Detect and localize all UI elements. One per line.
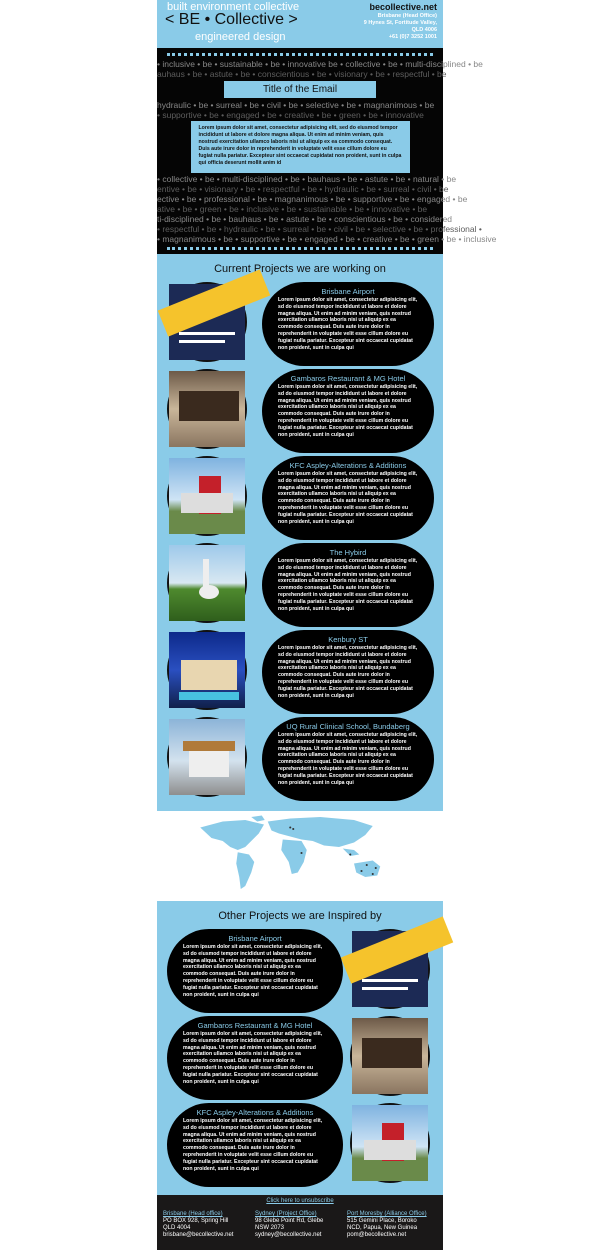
office-line: 515 Gemini Place, Boroko — [347, 1218, 417, 1224]
footer — [157, 1195, 443, 1250]
word-line: auhaus • be • astute • be • conscientious • be • visionary • be • respectful • be — [157, 69, 447, 79]
address-line: QLD 4006 — [411, 27, 437, 33]
project-image-house[interactable] — [167, 630, 247, 710]
project-description — [167, 1103, 343, 1187]
project-description — [262, 369, 434, 453]
project-text: Lorem ipsum dolor sit amet, consectetur adipisicing elit, sd do eiusmod tempor incididunt ut labore et dolore magna aliqua. Ut enim ad minim veniam, quis nostrud exercitation ullamco laboris nisi ut aliquip ex ea commodo consequat. Duis aute irure dolor in reprehenderit in voluptate velit esse cillum dolore eu fugiat nulla pariatur. Excepteur sint occaecat cupidatat non proident, sunt in culpa qui — [278, 384, 418, 438]
project-text: Lorem ipsum dolor sit amet, consectetur adipisicing elit, sd do eiusmod tempor incididunt ut labore et dolore magna aliqua. Ut enim ad minim veniam, quis nostrud exercitation ullamco laboris nisi ut aliquip ex ea commodo consequat. Duis aute irure dolor in reprehenderit in voluptate velit esse cillum dolore eu fugiat nulla pariatur. Excepteur sint occaecat cupidatat non proident, sunt in culpa qui — [183, 1031, 323, 1085]
project-text: Lorem ipsum dolor sit amet, consectetur adipisicing elit, sd do eiusmod tempor incididunt ut labore et dolore magna aliqua. Ut enim ad minim veniam, quis nostrud exercitation ullamco laboris nisi ut aliquip ex ea commodo consequat. Duis aute irure dolor in reprehenderit in voluptate velit esse cillum dolore eu fugiat nulla pariatur. Excepteur sint occaecat cupidatat non proident, sunt in culpa qui — [278, 558, 418, 612]
office-heading[interactable]: Port Moresby (Alliance Office) — [347, 1211, 427, 1217]
project-text: Lorem ipsum dolor sit amet, consectetur adipisicing elit, sd do eiusmod tempor incididunt ut labore et dolore magna aliqua. Ut enim ad minim veniam, quis nostrud exercitation ullamco laboris nisi ut aliquip ex ea commodo consequat. Duis aute irure dolor in reprehenderit in voluptate velit esse cillum dolore eu fugiat nulla pariatur. Excepteur sint occaecat cupidatat non proident, sunt in culpa qui — [278, 645, 418, 699]
project-image-restaurant[interactable] — [167, 369, 247, 449]
project-description — [262, 456, 434, 540]
project-text: Lorem ipsum dolor sit amet, consectetur adipisicing elit, sd do eiusmod tempor incididunt ut labore et dolore magna aliqua. Ut enim ad minim veniam, quis nostrud exercitation ullamco laboris nisi ut aliquip ex ea commodo consequat. Duis aute irure dolor in reprehenderit in voluptate velit esse cillum dolore eu fugiat nulla pariatur. Excepteur sint occaecat cupidatat non proident, sunt in culpa qui — [183, 1118, 323, 1172]
project-name[interactable]: Brisbane Airport — [321, 287, 375, 296]
project-description — [167, 1016, 343, 1100]
project-name[interactable]: Gambaros Restaurant & MG Hotel — [290, 374, 406, 383]
project-image-restaurant[interactable] — [350, 1016, 430, 1096]
project-text: Lorem ipsum dolor sit amet, consectetur adipisicing elit, sd do eiusmod tempor incididunt ut labore et dolore magna aliqua. Ut enim ad minim veniam, quis nostrud exercitation ullamco laboris nisi ut aliquip ex ea commodo consequat. Duis aute irure dolor in reprehenderit in voluptate velit esse cillum dolore eu fugiat nulla pariatur. Excepteur sint occaecat cupidatat non proident, sunt in culpa qui — [278, 471, 418, 525]
office-block — [347, 1211, 437, 1239]
current-projects-section — [157, 254, 443, 811]
dotted-divider — [167, 247, 433, 250]
word-line: • inclusive • be • sustainable • be • innovative be • collective • be • multi-disciplined • be — [157, 59, 483, 69]
dotted-divider — [167, 53, 433, 56]
project-image-kfc[interactable] — [167, 456, 247, 536]
section-title: Current Projects we are working on — [214, 263, 386, 275]
head-office-address — [364, 13, 437, 41]
address-line: 9 Hynes St, Fortitude Valley, — [363, 20, 437, 26]
project-name[interactable]: Gambaros Restaurant & MG Hotel — [197, 1021, 313, 1030]
project-image-bird[interactable] — [167, 543, 247, 623]
project-name[interactable]: KFC Aspley-Alterations & Additions — [196, 1108, 314, 1117]
word-line: ti-disciplined • be • bauhaus • be • astute • be • conscientious • be • considered — [157, 214, 453, 224]
word-line: • supportive • be • engaged • be • creative • be • green • be • innovative — [157, 110, 424, 120]
project-text: Lorem ipsum dolor sit amet, consectetur adipisicing elit, sd do eiusmod tempor incididunt ut labore et dolore magna aliqua. Ut enim ad minim veniam, quis nostrud exercitation ullamco laboris nisi ut aliquip ex ea commodo consequat. Duis aute irure dolor in reprehenderit in voluptate velit esse cillum dolore eu fugiat nulla pariatur. Excepteur sint occaecat cupidatat non proident, sunt in culpa qui — [278, 297, 418, 351]
project-name[interactable]: UQ Rural Clinical School, Bundaberg — [286, 722, 410, 731]
section-title: Other Projects we are Inspired by — [218, 910, 382, 922]
project-image-airport[interactable] — [167, 282, 247, 362]
unsubscribe-link[interactable]: Click here to unsubscribe — [266, 1198, 334, 1204]
phone: +61 (0)7 3252 1001 — [388, 34, 437, 40]
word-line: • collective • be • multi-disciplined • be • bauhaus • be • astute • be • natural • be — [157, 174, 457, 184]
project-name[interactable]: The Hybird — [329, 548, 367, 557]
tagline-bottom: engineered design — [195, 31, 286, 43]
project-text: Lorem ipsum dolor sit amet, consectetur adipisicing elit, sd do eiusmod tempor incididunt ut labore et dolore magna aliqua. Ut enim ad minim veniam, quis nostrud exercitation ullamco laboris nisi ut aliquip ex ea commodo consequat. Duis aute irure dolor in reprehenderit in voluptate velit esse cillum dolore eu fugiat nulla pariatur. Excepteur sint occaecat cupidatat non proident, sunt in culpa qui — [183, 944, 323, 998]
office-line: 98 Glebe Point Rd, Glebe — [255, 1218, 324, 1224]
project-description — [262, 282, 434, 366]
website-link[interactable]: becollective.net — [369, 2, 437, 12]
email-intro: Lorem ipsum dolor sit amet, consectetur adipisicing elit, sed do eiusmod tempor incididunt ut labore et dolore magna aliqua. Ut enim ad minim veniam, quis nostrud exercitation ullamco laboris nisi ut aliquip ex ea commodo consequat. Duis aute irure dolor in reprehenderit in voluptate velit esse cillum dolore eu fugiat nulla pariatur. Excepteur sint occaecat cupidatat non proident, sunt in culpa qui officia deserunt mollit anim id — [191, 121, 410, 173]
hero-banner — [157, 48, 497, 254]
project-image-kfc[interactable] — [350, 1103, 430, 1183]
word-line: entive • be • visionary • be • respectful • be • hydraulic • be • surreal • civil • be — [157, 184, 449, 194]
logo: < BE • Collective > — [165, 11, 298, 28]
office-line[interactable]: sydney@becollective.net — [255, 1232, 322, 1238]
word-line: • magnanimous • be • supportive • be • engaged • be • creative • be • green • be • inclusive — [157, 234, 497, 244]
header — [157, 0, 443, 48]
office-line: NSW 2073 — [255, 1225, 285, 1231]
tagline-top: built environment collective — [167, 1, 300, 13]
project-description — [262, 543, 434, 627]
project-description — [167, 929, 343, 1013]
office-line: PO BOX 928, Spring Hill — [163, 1218, 229, 1224]
project-name[interactable]: Brisbane Airport — [228, 934, 282, 943]
project-description — [262, 717, 434, 801]
world-map-graphic — [157, 811, 443, 901]
office-block — [163, 1211, 253, 1239]
office-line[interactable]: pom@becollective.net — [347, 1232, 407, 1238]
office-block — [255, 1211, 345, 1239]
world-map — [157, 811, 443, 901]
office-heading[interactable]: Sydney (Project Office) — [255, 1211, 317, 1217]
office-line: QLD 4004 — [163, 1225, 191, 1231]
word-line: • respectful • be • hydraulic • be • surreal • be • civil • be • selective • be • professional • — [157, 224, 482, 234]
project-image-airport[interactable] — [350, 929, 430, 1009]
project-name[interactable]: KFC Aspley-Alterations & Additions — [289, 461, 407, 470]
other-projects-section — [157, 901, 443, 1195]
project-name[interactable]: Kenbury ST — [328, 635, 368, 644]
office-line[interactable]: brisbane@becollective.net — [163, 1232, 234, 1238]
office-line: NCD, Papua, New Guinea — [347, 1225, 418, 1231]
word-line: ective • be • professional • be • magnanimous • be • supportive • be • engaged • be — [157, 194, 468, 204]
email-title: Title of the Email — [224, 81, 376, 98]
word-line: hydraulic • be • surreal • be • civil • be • selective • be • magnanimous • be — [157, 100, 435, 110]
project-description — [262, 630, 434, 714]
project-text: Lorem ipsum dolor sit amet, consectetur adipisicing elit, sd do eiusmod tempor incididunt ut labore et dolore magna aliqua. Ut enim ad minim veniam, quis nostrud exercitation ullamco laboris nisi ut aliquip ex ea commodo consequat. Duis aute irure dolor in reprehenderit in voluptate velit esse cillum dolore eu fugiat nulla pariatur. Excepteur sint occaecat cupidatat non proident, sunt in culpa qui — [278, 732, 418, 786]
project-image-school[interactable] — [167, 717, 247, 797]
word-line: ative • be • green • be • inclusive • be • sustainable • be • innovative • be — [157, 204, 428, 214]
office-name: Brisbane (Head Office) — [377, 13, 437, 19]
office-heading[interactable]: Brisbane (Head office) — [163, 1211, 223, 1217]
